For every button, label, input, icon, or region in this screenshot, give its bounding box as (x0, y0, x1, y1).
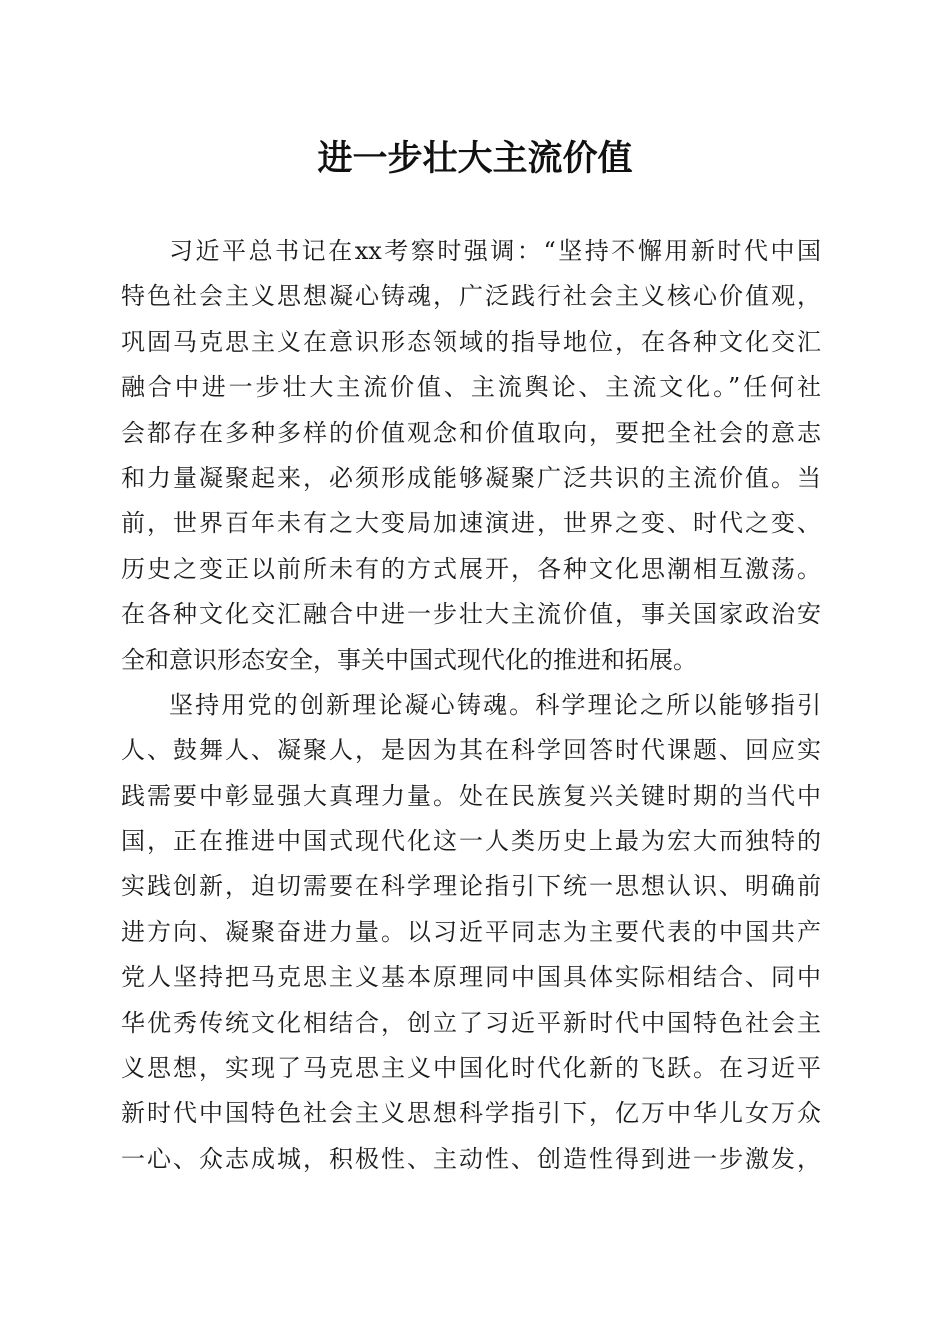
paragraph-line: 一心、众志成城，积极性、主动性、创造性得到进一步激发， (121, 1144, 821, 1173)
paragraph-line: 人、鼓舞人、凝聚人，是因为其在科学回答时代课题、回应实 (121, 736, 821, 765)
paragraph-line: 新时代中国特色社会主义思想科学指引下，亿万中华儿女万众 (121, 1099, 821, 1128)
paragraph-line: 实践创新，迫切需要在科学理论指引下统一思想认识、明确前 (121, 872, 821, 901)
paragraph-line: 巩固马克思主义在意识形态领域的指导地位，在各种文化交汇 (121, 327, 821, 356)
paragraph-1 (121, 229, 821, 683)
paragraph-line: 党人坚持把马克思主义基本原理同中国具体实际相结合、同中 (121, 963, 821, 992)
paragraph-line: 坚持用党的创新理论凝心铸魂。科学理论之所以能够指引 (169, 690, 821, 719)
paragraph-line: 历史之变正以前所未有的方式展开，各种文化思潮相互激荡。 (121, 554, 821, 583)
paragraph-line: 融合中进一步壮大主流价值、主流舆论、主流文化。”任何社 (121, 373, 821, 402)
paragraph-2 (121, 683, 821, 1182)
paragraph-line: 国，正在推进中国式现代化这一人类历史上最为宏大而独特的 (121, 827, 821, 856)
paragraph-line: 在各种文化交汇融合中进一步壮大主流价值，事关国家政治安 (121, 600, 821, 629)
paragraph-line: 特色社会主义思想凝心铸魂，广泛践行社会主义核心价值观， (121, 282, 821, 311)
paragraph-line: 习近平总书记在xx考察时强调：“坚持不懈用新时代中国 (169, 237, 821, 265)
document-body (121, 229, 821, 1182)
paragraph-line: 和力量凝聚起来，必须形成能够凝聚广泛共识的主流价值。当 (121, 463, 821, 492)
paragraph-line: 践需要中彰显强大真理力量。处在民族复兴关键时期的当代中 (121, 781, 821, 810)
paragraph-line: 全和意识形态安全，事关中国式现代化的推进和拓展。 (121, 645, 697, 674)
paragraph-line: 进方向、凝聚奋进力量。以习近平同志为主要代表的中国共产 (121, 917, 821, 946)
paragraph-line: 华优秀传统文化相结合，创立了习近平新时代中国特色社会主 (121, 1008, 821, 1037)
paragraph-line: 前，世界百年未有之大变局加速演进，世界之变、时代之变、 (121, 509, 821, 538)
paragraph-line: 义思想，实现了马克思主义中国化时代化新的飞跃。在习近平 (121, 1054, 821, 1083)
paragraph-line: 会都存在多种多样的价值观念和价值取向，要把全社会的意志 (121, 418, 821, 447)
document-title: 进一步壮大主流价值 (317, 138, 633, 179)
